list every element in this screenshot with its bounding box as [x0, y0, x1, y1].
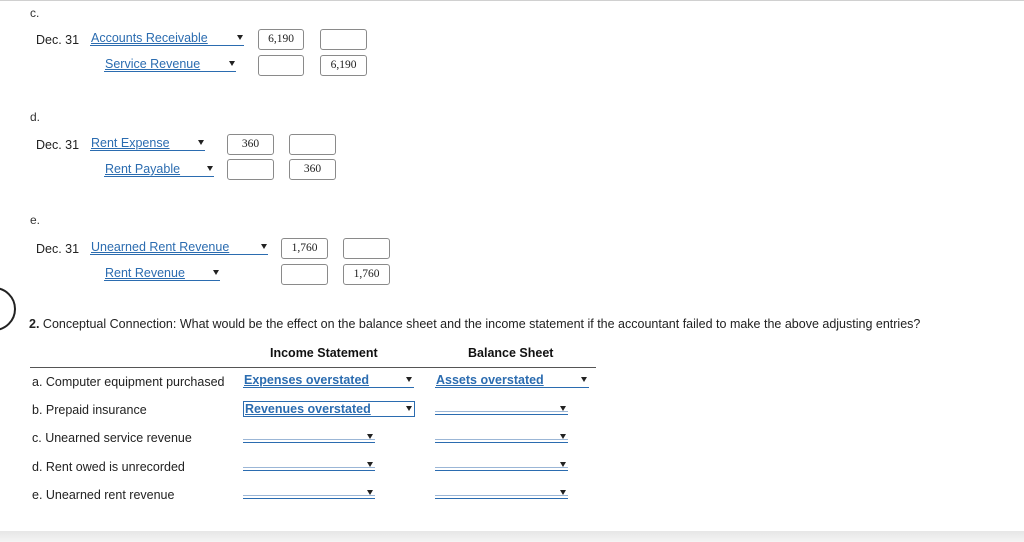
income-effect-select-d[interactable]	[243, 458, 375, 471]
income-effect-select-e[interactable]	[243, 486, 375, 499]
credit-account-dropdown-e[interactable]	[104, 266, 220, 281]
dropdown-arrow-icon	[560, 434, 566, 439]
debit-amount-blank-e[interactable]	[281, 264, 328, 285]
dropdown-arrow-icon	[406, 406, 412, 411]
dropdown-arrow-icon	[367, 490, 373, 495]
dropdown-arrow-icon	[367, 462, 373, 467]
balance-sheet-header: Balance Sheet	[468, 346, 554, 360]
debit-account-value: Unearned Rent Revenue	[91, 240, 230, 254]
debit-account-dropdown-c[interactable]	[90, 31, 244, 46]
entry-date-e: Dec. 31	[36, 242, 80, 256]
section-label-d: d.	[30, 110, 41, 124]
header-rule	[30, 367, 596, 368]
income-statement-header: Income Statement	[270, 346, 378, 360]
income-effect-select-b[interactable]	[243, 401, 415, 417]
dropdown-arrow-icon	[237, 35, 243, 40]
balance-effect-select-d[interactable]	[435, 458, 568, 471]
credit-amount-blank-d[interactable]	[289, 134, 336, 155]
balance-effect-select-b[interactable]	[435, 402, 568, 415]
row-label-a: a. Computer equipment purchased	[32, 375, 225, 389]
debit-account-value: Rent Expense	[91, 136, 170, 150]
dropdown-arrow-icon	[213, 270, 219, 275]
debit-amount-blank-c[interactable]	[258, 55, 304, 76]
debit-amount-input-d[interactable]: 360	[227, 134, 274, 155]
row-label-b: b. Prepaid insurance	[32, 403, 147, 417]
debit-amount-input-e[interactable]: 1,760	[281, 238, 328, 259]
dropdown-arrow-icon	[406, 377, 412, 382]
credit-amount-blank-e[interactable]	[343, 238, 390, 259]
top-border	[0, 0, 1024, 1]
question-number: 2.	[29, 317, 40, 331]
income-effect-select-a[interactable]	[243, 373, 414, 388]
entry-date-d: Dec. 31	[36, 138, 80, 152]
balance-effect-select-e[interactable]	[435, 486, 568, 499]
dropdown-arrow-icon	[261, 244, 267, 249]
income-effect-select-c[interactable]	[243, 430, 375, 443]
bottom-shadow-bar	[0, 531, 1024, 542]
debit-account-dropdown-d[interactable]	[90, 136, 205, 151]
credit-amount-input-d[interactable]: 360	[289, 159, 336, 180]
balance-effect-select-a[interactable]	[435, 373, 589, 388]
question-2	[29, 317, 920, 331]
dropdown-arrow-icon	[560, 406, 566, 411]
row-label-e: e. Unearned rent revenue	[32, 488, 175, 502]
dropdown-arrow-icon	[207, 166, 213, 171]
dropdown-arrow-icon	[229, 61, 235, 66]
dropdown-arrow-icon	[581, 377, 587, 382]
dropdown-arrow-icon	[560, 490, 566, 495]
credit-account-dropdown-d[interactable]	[104, 162, 214, 177]
credit-amount-blank-c[interactable]	[320, 29, 367, 50]
debit-amount-input-c[interactable]: 6,190	[258, 29, 304, 50]
debit-amount-blank-d[interactable]	[227, 159, 274, 180]
debit-account-dropdown-e[interactable]	[90, 240, 268, 255]
credit-account-dropdown-c[interactable]	[104, 57, 236, 72]
section-label-e: e.	[30, 213, 41, 227]
credit-account-value: Rent Revenue	[105, 266, 185, 280]
entry-date-c: Dec. 31	[36, 33, 80, 47]
credit-amount-input-e[interactable]: 1,760	[343, 264, 390, 285]
dropdown-arrow-icon	[367, 434, 373, 439]
row-label-c: c. Unearned service revenue	[32, 431, 192, 445]
question-text: Conceptual Connection: What would be the effect on the balance sheet and the income statement if the accountant failed to make the above adjusting entries?	[42, 317, 921, 331]
cursor-circle-marker	[0, 287, 16, 331]
credit-account-value: Service Revenue	[105, 57, 201, 71]
income-effect-value: Revenues overstated	[245, 402, 371, 416]
balance-effect-value: Assets overstated	[436, 373, 544, 387]
income-effect-value: Expenses overstated	[244, 373, 370, 387]
dropdown-arrow-icon	[560, 462, 566, 467]
balance-effect-select-c[interactable]	[435, 430, 568, 443]
dropdown-arrow-icon	[198, 140, 204, 145]
debit-account-value: Accounts Receivable	[91, 31, 208, 45]
credit-amount-input-c[interactable]: 6,190	[320, 55, 367, 76]
row-label-d: d. Rent owed is unrecorded	[32, 460, 185, 474]
section-label-c: c.	[30, 6, 40, 20]
credit-account-value: Rent Payable	[105, 162, 181, 176]
